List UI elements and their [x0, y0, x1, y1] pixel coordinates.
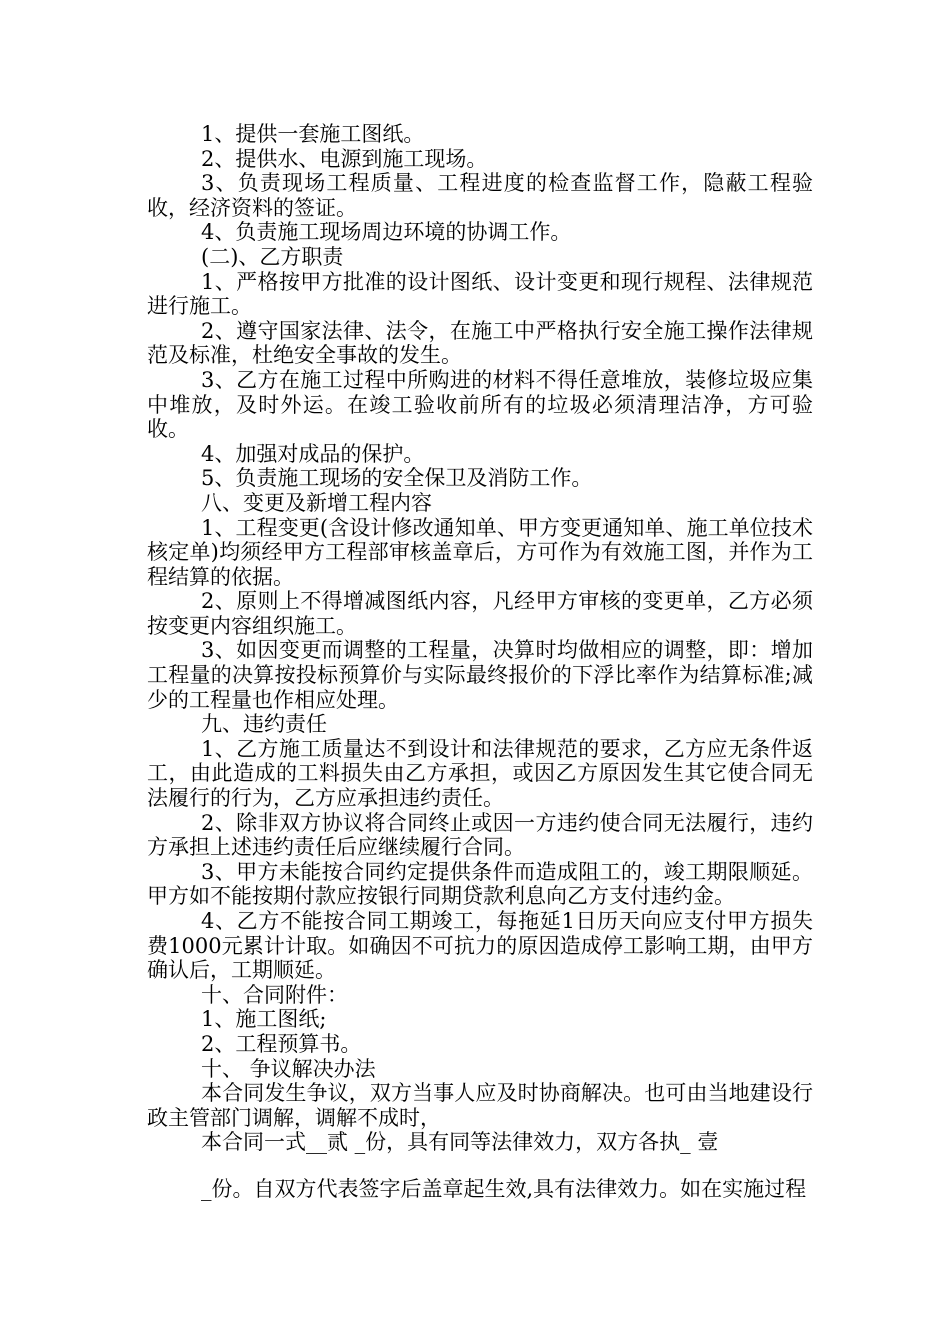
clause-paragraph: 1、乙方施工质量达不到设计和法律规范的要求，乙方应无条件返工，由此造成的工料损失由乙方承担，或因乙方原因发生其它使合同无法履行的行为，乙方应承担违约责任。 — [147, 736, 813, 811]
clause-paragraph: 2、工程预算书。 — [201, 1031, 362, 1056]
section-heading: (二)、乙方职责 — [201, 244, 344, 269]
clause-paragraph: 4、乙方不能按合同工期竣工，每拖延1日历天向应支付甲方损失费1000元累计计取。如确因不可抗力的原因造成停工影响工期，由甲方确认后，工期顺延。 — [147, 909, 813, 983]
section-heading: 九、违约责任 — [201, 712, 327, 737]
clause-paragraph: 4、加强对成品的保护。 — [201, 441, 425, 466]
clause-paragraph: 3、负责现场工程质量、工程进度的检查监督工作，隐蔽工程验收，经济资料的签证。 — [147, 171, 813, 220]
document-body — [147, 122, 813, 1202]
clause-paragraph: 1、工程变更(含设计修改通知单、甲方变更通知单、施工单位技术核定单)均须经甲方工程部审核盖章后，方可作为有效施工图，并作为工程结算的依据。 — [147, 515, 813, 589]
clause-paragraph: 2、提供水、电源到施工现场。 — [201, 146, 488, 171]
clause-paragraph: 1、提供一套施工图纸。 — [201, 122, 425, 146]
clause-paragraph: 1、施工图纸; — [201, 1007, 327, 1032]
clause-paragraph: _份。自双方代表签字后盖章起生效,具有法律效力。如在实施过程 — [201, 1176, 807, 1201]
clause-paragraph: 5、负责施工现场的安全保卫及消防工作。 — [201, 466, 593, 491]
section-heading: 八、变更及新增工程内容 — [201, 490, 432, 515]
clause-paragraph: 1、严格按甲方批准的设计图纸、设计变更和现行规程、法律规范进行施工。 — [147, 269, 813, 319]
clause-paragraph: 3、如因变更而调整的工程量，决算时均做相应的调整，即：增加工程量的决算按投标预算价与实际最终报价的下浮比率作为结算标准;减少的工程量也作相应处理。 — [147, 638, 813, 712]
clause-paragraph: 2、遵守国家法律、法令，在施工中严格执行安全施工操作法律规范及标准，杜绝安全事故的发生。 — [147, 318, 813, 368]
clause-paragraph: 3、乙方在施工过程中所购进的材料不得任意堆放，装修垃圾应集中堆放，及时外运。在竣工验收前所有的垃圾必须清理洁净，方可验收。 — [147, 367, 813, 442]
clause-paragraph: 本合同发生争议，双方当事人应及时协商解决。也可由当地建设行政主管部门调解，调解不成时， — [147, 1081, 813, 1130]
clause-paragraph: 2、原则上不得增减图纸内容，凡经甲方审核的变更单，乙方必须按变更内容组织施工。 — [147, 589, 813, 638]
clause-paragraph: 3、甲方未能按合同约定提供条件而造成阻工的，竣工期限顺延。甲方如不能按期付款应按银行同期贷款利息向乙方支付违约金。 — [147, 859, 813, 909]
clause-paragraph: 本合同一式__贰 _份，具有同等法律效力，双方各执_ 壹 — [201, 1130, 719, 1155]
clause-paragraph: 4、负责施工现场周边环境的协调工作。 — [201, 220, 572, 245]
section-heading: 十、合同附件： — [201, 982, 348, 1007]
clause-paragraph: 2、除非双方协议将合同终止或因一方违约使合同无法履行，违约方承担上述违约责任后应继续履行合同。 — [147, 810, 813, 860]
section-heading: 十、 争议解决办法 — [201, 1056, 376, 1081]
